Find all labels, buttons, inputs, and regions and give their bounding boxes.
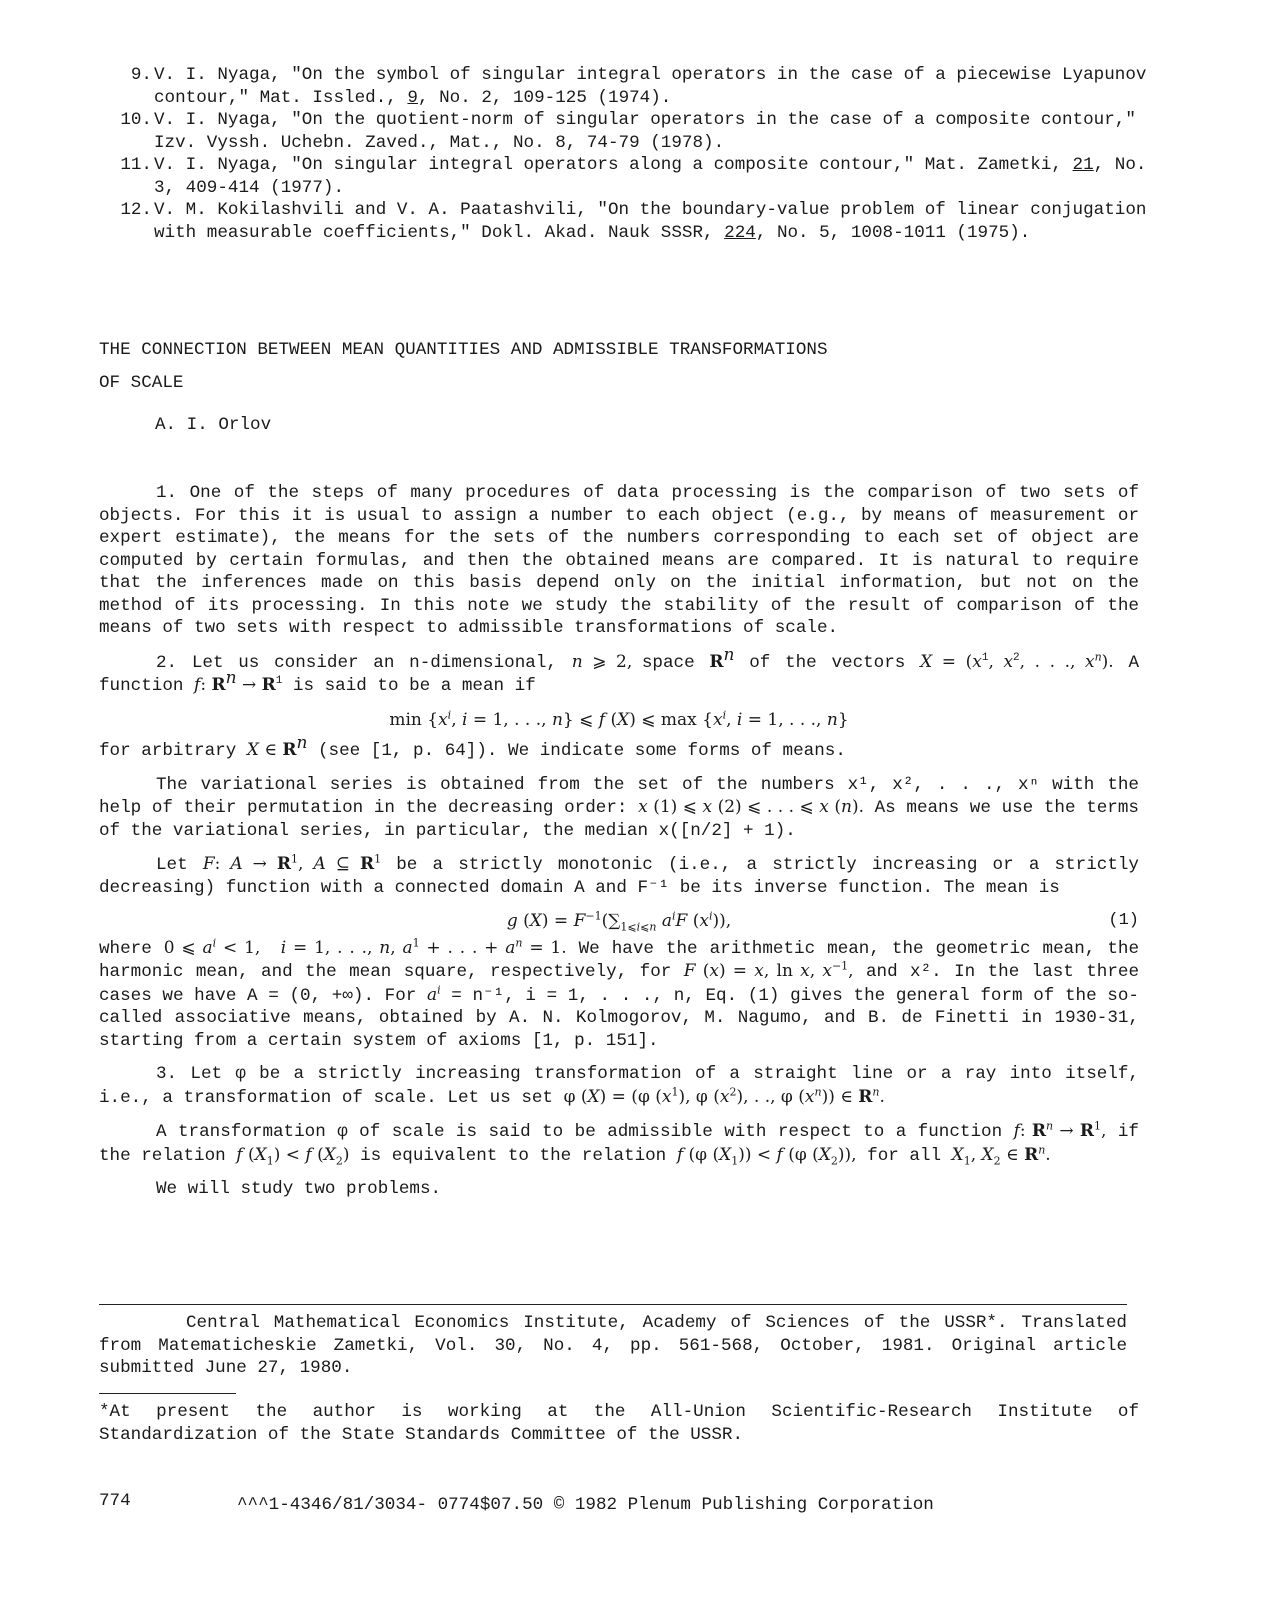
paragraph-9: We will study two problems. — [156, 1179, 442, 1199]
article-author: A. I. Orlov — [155, 415, 272, 435]
reference-number: 12. — [120, 200, 152, 220]
article-title: THE CONNECTION BETWEEN MEAN QUANTITIES AND ADMISSIBLE TRANSFORMATIONS OF SCALE — [99, 340, 828, 393]
reference-item — [98, 64, 1148, 109]
reference-number: 10. — [120, 110, 152, 130]
paragraph-7: 3. Let φ be a strictly increasing transformation of a straight line or a ray into itself, i.e., a transformation of scale. Let us set φ (X) = (φ $(x^1)$, φ $(x^2)$, . ., φ $(x^n)$) ∈ $R^n$. — [99, 1064, 1139, 1108]
equation-1 — [99, 910, 1139, 933]
paragraph-8: A transformation φ of scale is said to be admissible with respect to a function f: $R^n \to R^1$, if the relation f $(X_1) < f$ $(X_2)$ is equivalent to the relation f (φ $(X_1)) < f$ (φ $(X_2)$), for all $X_1$, $X_2$ ∈ $R^n$. — [99, 1119, 1139, 1167]
paragraph-3: for arbitrary X ∈ $R^n$ (see [1, p. 64]). We indicate some forms of means. — [99, 733, 846, 761]
paragraph-1: 1. One of the steps of many procedures of data processing is the comparison of two sets of objects. For this it is usual to assign a number to each object (e.g., by means of measurement or expert estimate), the means for the sets of the numbers corresponding to each set of object are computed by certain formulas, and then the obtained means are compared. It is natural to require that the inferences made on this basis depend only on the initial information, but not on the method of its processing. In this note we study the stability of the result of comparison of the means of two sets with respect to admissible transformations of scale. — [99, 483, 1139, 638]
footnote-divider — [99, 1304, 1127, 1305]
affiliation-footnote: Central Mathematical Economics Institute, Academy of Sciences of the USSR*. Translated from Matematicheskie Zametki, Vol. 30, No. 4, pp. 561-568, October, 1981. Original article submitted June 27, 1980. — [99, 1313, 1127, 1378]
paragraph-4: The variational series is obtained from the set of the numbers x¹, x², . . ., xⁿ with the help of their permutation in the decreasing order: x (1) ⩽ x (2) ⩽ . . . ⩽ x (n). As means we use the terms of the variational series, in particular, the median x([n/2] + 1). — [99, 774, 1139, 841]
reference-text: V. I. Nyaga, "On the symbol of singular integral operators in the case of a piecewise Lyapunov contour," Mat. Issled., 9, No. 2, 109-125 (1974). — [154, 65, 1147, 108]
copyright-line: ^^^1-4346/81/3034- 0774$07.50 © 1982 Plenum Publishing Corporation — [237, 1495, 934, 1515]
reference-text: V. M. Kokilashvili and V. A. Paatashvili, "On the boundary-value problem of linear conjugation with measurable coefficients," Dokl. Akad. Nauk SSSR, 224, No. 5, 1008-1011 (1975). — [154, 200, 1147, 243]
reference-text: V. I. Nyaga, "On the quotient-norm of singular operators in the case of a composite contour," Izv. Vyssh. Uchebn. Zaved., Mat., No. 8, 74-79 (1978). — [154, 110, 1136, 153]
reference-list — [98, 64, 1148, 244]
equation-1-formula: g $(X) = F^{-1}(\sum_{1⩽i⩽n}$ $a^iF$ $(x^i)$), — [506, 909, 732, 934]
reference-number: 9. — [130, 65, 152, 85]
article-body — [99, 482, 1139, 1212]
page-number: 774 — [99, 1491, 131, 1511]
paragraph-6: where 0 ⩽ $a^i < 1$, i = 1, . . ., n, $a^1$ + . . . + $a^n = 1$. We have the arithmetic mean, the geometric mean, the harmonic mean, and the mean square, respectively, for F (x) = x, ln x, $x^{-1}$, and x². In the last three cases we have A = (0, +∞). For $a^i = n^{-1}$, i = 1, . . ., n, Eq. (1) gives the general form of the so-called associative means, obtained by A. N. Kolmogorov, M. Nagumo, and B. de Finetti in 1930-31, starting from a certain system of axioms [1, p. 151]. — [99, 935, 1140, 1051]
paragraph-5: Let F: $A \to R^1$, A ⊆ $R^1$ be a strictly monotonic (i.e., a strictly increasing or a strictly decreasing) function with a connected domain A and F⁻¹ be its inverse function. The mean is — [99, 852, 1139, 898]
author-footnote: *At present the author is working at the All-Union Scientific-Research Institute of Standardization of the State Standards Committee of the USSR. — [99, 1402, 1139, 1445]
reference-item — [98, 154, 1148, 199]
reference-text: V. I. Nyaga, "On singular integral operators along a composite contour," Mat. Zametki, 21, No. 3, 409-414 (1977). — [154, 155, 1147, 198]
mean-definition-formula: $\min \{x^i$, i = 1, . . ., n} ⩽ f (X) ⩽ $\max \{x^i$, i = 1, . . ., n} — [389, 707, 849, 730]
footnote-divider-short — [99, 1393, 236, 1394]
reference-item — [98, 109, 1148, 154]
reference-number: 11. — [120, 155, 152, 175]
reference-item — [98, 199, 1148, 244]
equation-number: (1) — [1108, 911, 1139, 930]
paragraph-2: 2. Let us consider an n-dimensional, n ⩾ 2, space $R^n$ of the vectors $X = (x^1$, $x^2$, . . ., $x^n$). A function f: $R^n \to R^1$ is said to be a mean if — [99, 644, 1139, 696]
